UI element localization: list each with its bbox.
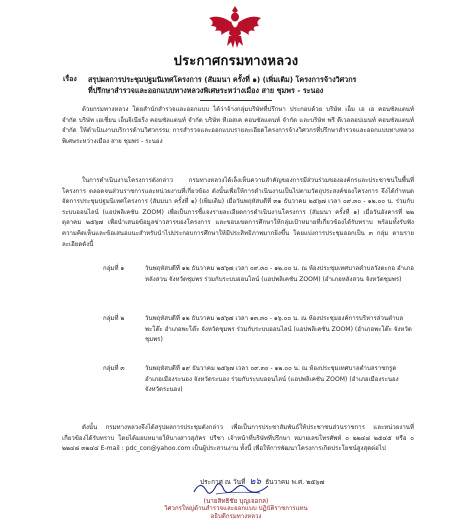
page-title: ประกาศกรมทางหลวง	[173, 54, 299, 69]
meeting-group-text: วันพฤหัสบดีที่ ๑๙ ธันวาคม ๒๕๖๗ เวลา ๐๙.๓๐ - ๑๒.๐๐ น. ณ ห้องประชุมเทศบาลตำบลราชกรูด อำเภอเมืองระนอง จังหวัดระนอง ร่วมกับระบบออนไลน์ (แอปพลิเคชัน ZOOM) (อำเภอเมืองระนอง จังหวัดระนอง)	[145, 365, 399, 394]
signatory-position-line2: อธิบดีกรมทางหลวง	[210, 513, 262, 520]
signatory-name: (นายสิทธิชัย บุญเจอกล)	[203, 498, 269, 505]
subject-text-line2: ที่ปรึกษาสำรวจและออกแบบทางหลวงพิเศษระหว่างเมือง สาย ชุมพร - ระนอง	[88, 86, 324, 95]
date-month-year: ธันวาคม พ.ศ. ๒๕๖๗	[265, 478, 325, 486]
paragraph-conclusion: ดังนั้น กรมทางหลวงจึงได้สรุปผลการประชุมดังกล่าว เพื่อเป็นการประชาสัมพันธ์ให้ประชาชนส่วนราชการ และหน่วยงานที่เกี่ยวข้องได้รับทราบ โดยได้มอบหมายให้นางสาวสุภัคร ปรีชา เจ้าหน้าที่บริษัทที่ปรึกษา หมายเลขโทรศัพท์ ๐ ๒๒๔๘ ๒๕๔๕ หรือ ๐ ๒๒๔๘ ๓๒๔๔ E-mail : pdc_con@yahoo.com เป็นผู้ประสานงาน ทั้งนี้ เพื่อให้การพัฒนาโครงการเกิดประโยชน์สูงสุดต่อไป	[62, 424, 414, 453]
paragraph-meeting-details: ในการดำเนินงานโครงการดังกล่าว กรมทางหลวงได้เล็งเห็นความสำคัญของการมีส่วนร่วมขององค์กรและประชาชนในพื้นที่โครงการ ตลอดจนส่วนราชการและหน่วยงานที่เกี่ยวข้อง ดังนั้นเพื่อให้การดำเนินงานเป็นไปตามวัตถุประสงค์ของโครงการ จึงได้กำหนดจัดการประชุมปฐมนิเทศโครงการ (สัมมนา ครั้งที่ ๑) (เพิ่มเติม) เมื่อวันพฤหัสบดีที่ ๓๑ ธันวาคม ๒๕๖๗ เวลา ๐๙.๓๐ - ๑๒.๐๐ น. ร่วมกับระบบออนไลน์ (แอปพลิเคชัน ZOOM) เพื่อเป็นการชี้แจงรายละเอียดการดำเนินงานโครงการ (สัมมนา ครั้งที่ ๑) เมื่อวันอังคารที่ ๒๒ ตุลาคม ๒๕๖๗ เพื่อนำเสนอข้อมูลข่าวสารของโครงการ และขอบเขตการศึกษาให้กลุ่มเป้าหมายที่เกี่ยวข้องได้รับทราบ พร้อมทั้งรับฟังความคิดเห็นและข้อเสนอแนะสำหรับนำไปประกอบการศึกษาให้มีประสิทธิภาพมากยิ่งขึ้น โดยแบ่งการประชุมออกเป็น ๓ กลุ่ม ตามรายละเอียดดังนี้	[62, 177, 414, 248]
meeting-group-text: วันพฤหัสบดีที่ ๑๒ ธันวาคม ๒๕๖๗ เวลา ๑๓.๓๐ - ๑๖.๐๐ น. ณ ห้องประชุมองค์การบริหารส่วนตำบลพะโต๊ะ อำเภอพะโต๊ะ จังหวัดชุมพร ร่วมกับระบบออนไลน์ (แอปพลิเคชัน ZOOM) (อำเภอพะโต๊ะ จังหวัดชุมพร)	[145, 315, 412, 344]
meeting-group-label: กลุ่มที่ ๓	[103, 365, 125, 372]
divider-line	[200, 100, 272, 101]
signatory-position-line1: วิศวกรใหญ่ด้านสำรวจและออกแบบ ปฏิบัติราชการแทน	[164, 505, 308, 512]
meeting-group-text: วันพฤหัสบดีที่ ๑๒ ธันวาคม ๒๕๖๗ เวลา ๐๙.๓๐ - ๑๒.๐๐ น. ณ ห้องประชุมเทศบาลตำบลวังตะกอ อำเภอหลังสวน จังหวัดชุมพร ร่วมกับระบบออนไลน์ (แอปพลิเคชัน ZOOM) (อำเภอหลังสวน จังหวัดชุมพร)	[145, 265, 414, 283]
signatory-position	[0, 505, 472, 521]
subject-text-line1: สรุปผลการประชุมปฐมนิเทศโครงการ (สัมมนา ครั้งที่ ๑) (เพิ่มเติม) โครงการจ้างวิศวกร	[88, 75, 357, 84]
date-day: ๒๖	[249, 477, 262, 487]
subject-text	[88, 74, 428, 96]
subject-label: เรื่อง	[63, 75, 77, 83]
date-prefix: ประกาศ ณ วันที่	[200, 478, 246, 486]
meeting-group-label: กลุ่มที่ ๒	[103, 315, 125, 322]
garuda-emblem-icon	[207, 4, 263, 50]
meeting-group-label: กลุ่มที่ ๑	[103, 265, 125, 272]
paragraph-intro: ด้วยกรมทางหลวง โดยสำนักสำรวจและออกแบบ ได้ว่าจ้างกลุ่มบริษัทที่ปรึกษา ประกอบด้วย บริษัท เอ็ม เอ เอ คอนซัลแตนท์ จำกัด บริษัท เอเชี่ยน เอ็นจิเนียริ่ง คอนซัลแตนท์ จำกัด บริษัท ทีเอสเค คอนซัลแตนท์ จำกัด และบริษัท พรี ดีเวลลอปเมนท์ คอนซัลแตนท์ จำกัด ให้ดำเนินงานบริการด้านวิศวกรรม การสำรวจและออกแบบรายละเอียดโครงการจ้างวิศวกรที่ปรึกษาสำรวจและออกแบบทางหลวงพิเศษระหว่างเมือง สาย ชุมพร - ระนอง	[62, 106, 414, 145]
